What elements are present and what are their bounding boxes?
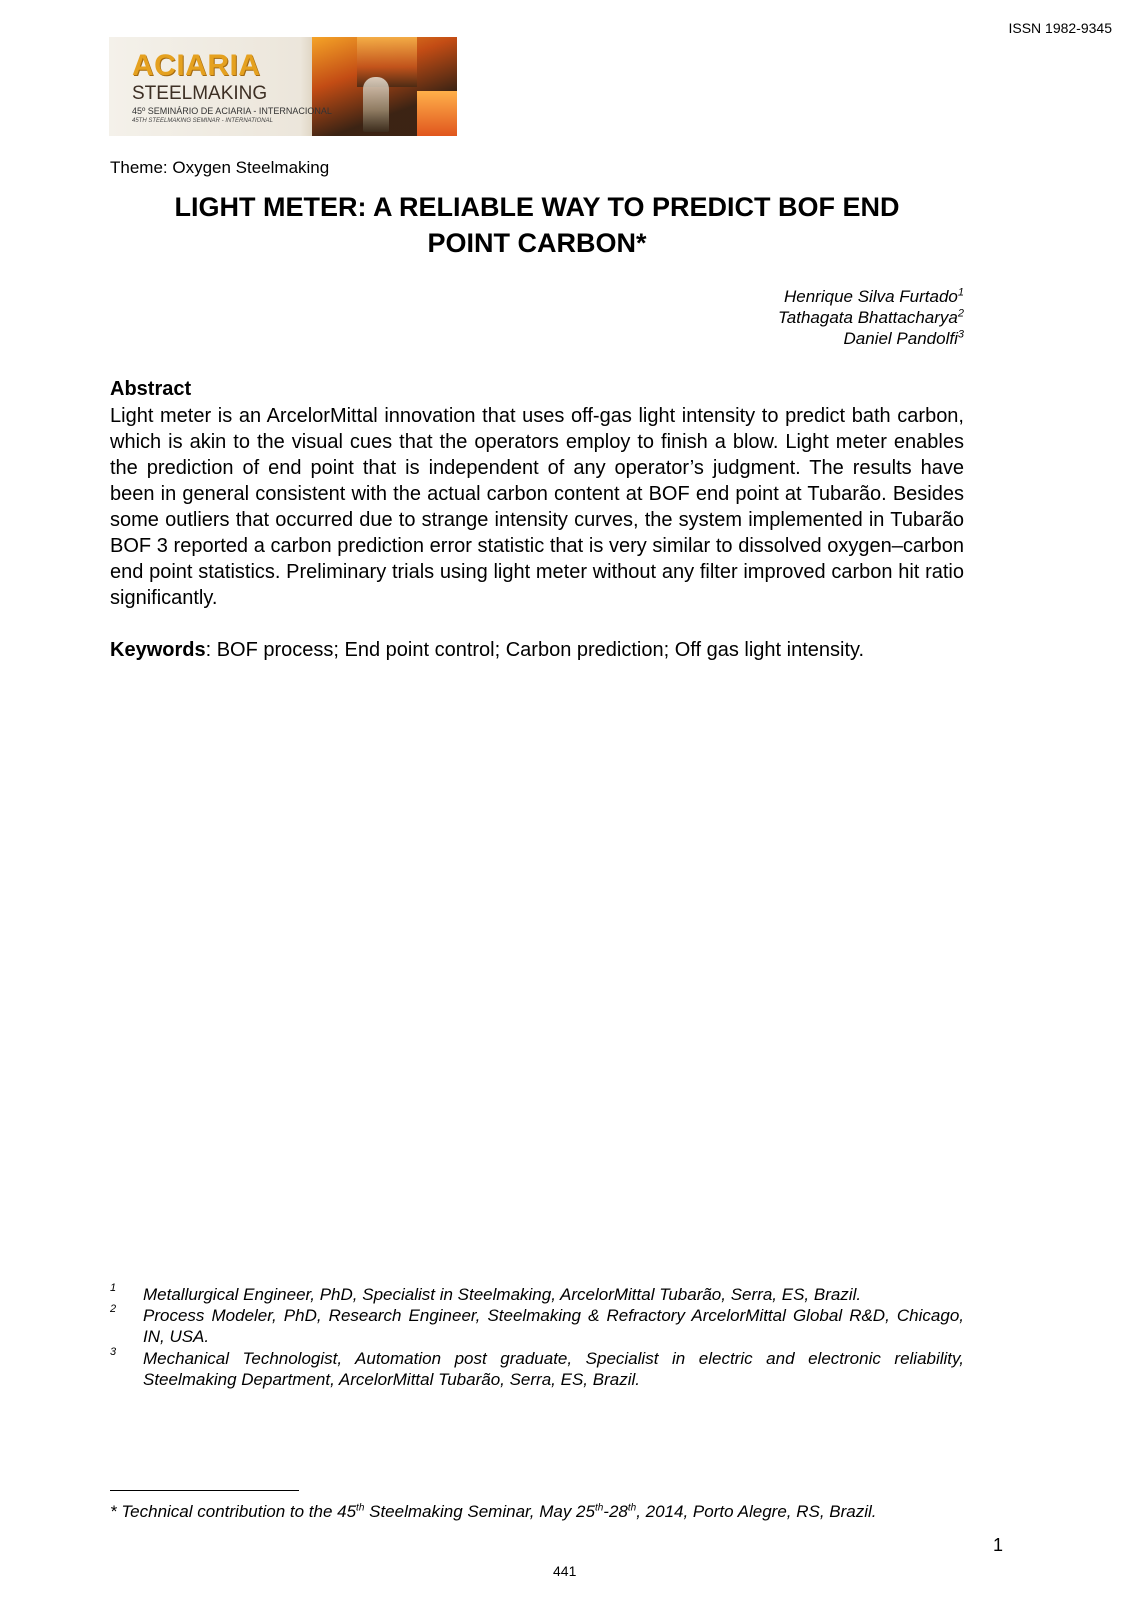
- logo-seminar-line-english: 45TH STEELMAKING SEMINAR - INTERNATIONAL: [132, 118, 273, 124]
- keywords-line: [110, 637, 970, 663]
- footnote-2: [110, 1305, 964, 1347]
- footnote-3: [110, 1348, 964, 1390]
- author-list: [778, 286, 964, 349]
- paper-title-line-2: POINT CARBON*: [427, 228, 647, 258]
- tech-note-sup: th: [594, 1502, 604, 1514]
- author-affiliation-mark: 2: [957, 307, 964, 320]
- footnote-mark: 3: [110, 1346, 117, 1358]
- author-name: Daniel Pandolfi: [843, 329, 958, 348]
- author-affiliation-mark: 1: [957, 286, 964, 299]
- footnote-text: Process Modeler, PhD, Research Engineer, Steelmaking & Refractory ArcelorMittal Global R&D, Chicago, IN, USA.: [143, 1306, 964, 1346]
- author-name: Henrique Silva Furtado: [784, 287, 958, 306]
- proceedings-folio: 441: [553, 1563, 577, 1579]
- logo-subword: STEELMAKING: [132, 83, 268, 104]
- keywords-text: : BOF process; End point control; Carbon prediction; Off gas light intensity.: [205, 639, 865, 661]
- abstract-body: Light meter is an ArcelorMittal innovation that uses off-gas light intensity to predict bath carbon, which is akin to the visual cues that the operators employ to finish a blow. Light meter enables the prediction of end point that is independent of any operator’s judgment. The results have been in general consistent with the actual carbon content at BOF end point at Tubarão. Besides some outliers that occurred due to strange intensity curves, the system implemented in Tubarão BOF 3 reported a carbon prediction error statistic that is very similar to dissolved oxygen–carbon end point statistics. Preliminary trials using light meter without any filter improved carbon hit ratio significantly.: [110, 405, 964, 609]
- footnote-text: Mechanical Technologist, Automation post graduate, Specialist in electric and electronic reliability, Steelmaking Department, ArcelorMittal Tubarão, Serra, ES, Brazil.: [143, 1349, 964, 1389]
- footnote-separator: [110, 1490, 299, 1491]
- theme-label: Theme: Oxygen Steelmaking: [110, 158, 330, 177]
- page-number: 1: [993, 1535, 1004, 1555]
- paper-title: [110, 189, 964, 261]
- footnote-mark: 2: [110, 1303, 117, 1315]
- tech-note-part: , 2014, Porto Alegre, RS, Brazil.: [636, 1502, 877, 1521]
- tech-note-sup: th: [627, 1502, 637, 1514]
- author-name: Tathagata Bhattacharya: [777, 308, 958, 327]
- author-affiliation-mark: 3: [957, 328, 964, 341]
- abstract-heading: Abstract: [110, 378, 192, 400]
- seminar-logo: [109, 37, 457, 136]
- author: [778, 328, 964, 349]
- tech-note-part: * Technical contribution to the 45: [110, 1502, 357, 1521]
- technical-contribution-note: [110, 1501, 964, 1523]
- footnote-1: [110, 1284, 964, 1305]
- tech-note-sup: th: [356, 1502, 365, 1514]
- footnote-mark: 1: [110, 1282, 117, 1294]
- author: [778, 286, 964, 307]
- tech-note-part: -28: [603, 1502, 628, 1521]
- paper-title-line-1: LIGHT METER: A RELIABLE WAY TO PREDICT BOF END: [174, 192, 900, 222]
- issn-label: ISSN 1982-9345: [1008, 20, 1112, 36]
- tech-note-part: Steelmaking Seminar, May 25: [364, 1502, 595, 1521]
- footnote-text: Metallurgical Engineer, PhD, Specialist in Steelmaking, ArcelorMittal Tubarão, Serra, ES, Brazil.: [143, 1285, 862, 1304]
- logo-seminar-line: 45º SEMINÁRIO DE ACIARIA - INTERNACIONAL: [132, 106, 332, 116]
- sparks-photo: [417, 91, 457, 136]
- author: [778, 307, 964, 328]
- keywords-label: Keywords: [110, 639, 206, 661]
- logo-word: ACIARIA: [132, 49, 261, 82]
- worker-photo: [363, 77, 389, 132]
